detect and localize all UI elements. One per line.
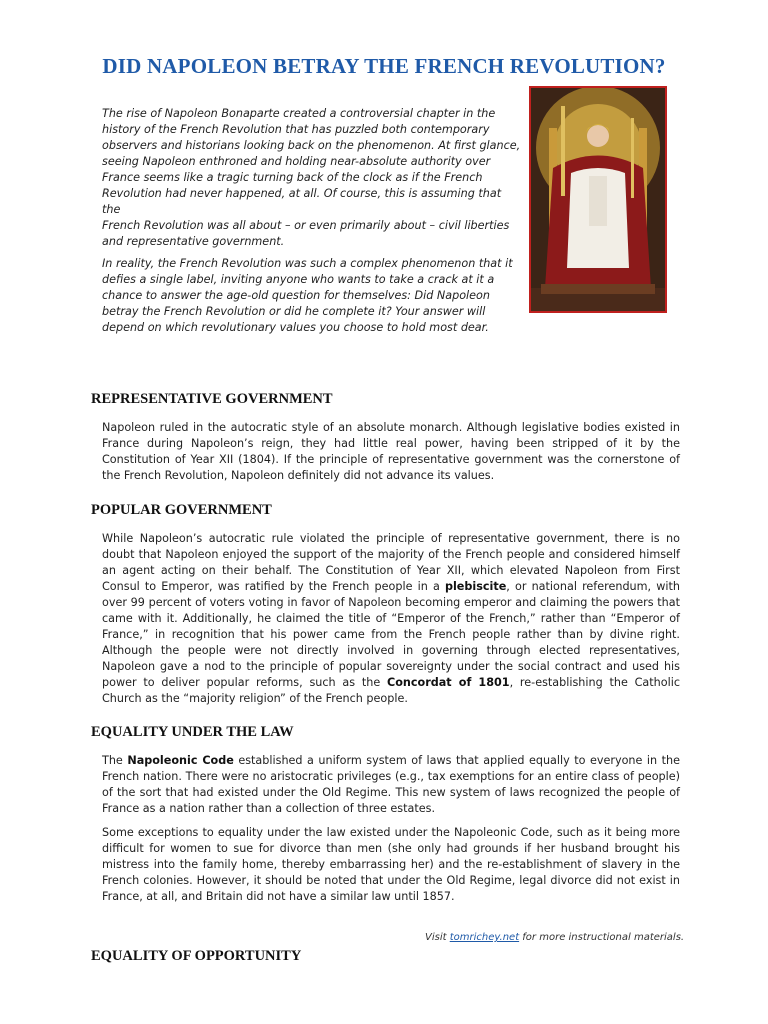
section-body-representative: Napoleon ruled in the autocratic style of an absolute monarch. Although legislative bodies existed in France during Napoleon’s reign, they had little real power, having been stripped of it by the Constitution of Year XII (1804). If the principle of representative government was the cornerstone of the French Revolution, Napoleon definitely did not advance its values. [102, 421, 680, 482]
section-body-popular [102, 531, 680, 707]
section-heading-representative: REPRESENTATIVE GOVERNMENT [91, 391, 333, 407]
popular-text-3: , re-establishing the Catholic Church as the “majority religion” of the French people. [102, 676, 680, 705]
popular-text-2: , or national referendum, with over 99 percent of voters voting in favor of Napoleon becoming emperor and claiming the powers that came with it. Additionally, he claimed the title of “Emperor of the French,” rather than “Emperor of France,” in recognition that his power came from the French people rather than by divine right. Although the people were not directly involved in governing through elected representatives, Napoleon gave a nod to the principle of popular sovereignty under the social contract and used his power to deliver popular reforms, such as the [102, 580, 680, 689]
intro-p1-line-b: seeing Napoleon enthroned and holding near-absolute authority over France seems like a tragic turning back of the clock as if the French Revolution had never happened, at all. Of course, this is assuming that the [102, 155, 502, 216]
section-heading-popular: POPULAR GOVERNMENT [91, 502, 272, 518]
intro-paragraph-1 [102, 106, 522, 250]
footer-link[interactable]: tomrichey.net [449, 932, 520, 943]
section-heading-equality-law: EQUALITY UNDER THE LAW [91, 724, 294, 740]
footer-note [425, 932, 684, 943]
intro-p1-line-c: French Revolution was all about – or even primarily about – civil liberties and representative government. [102, 219, 510, 248]
section-body-equality-law-1 [102, 753, 680, 817]
napoleon-portrait [529, 86, 667, 313]
section-heading-opportunity: EQUALITY OF OPPORTUNITY [91, 948, 302, 964]
intro-paragraph-2: In reality, the French Revolution was such a complex phenomenon that it defies a single label, inviting anyone who wants to take a crack at it a chance to answer the age-old question for themselves: Did Napoleon betray the French Revolution or did he complete it? Your answer will depend on which revolutionary values you choose to hold most dear. [102, 257, 513, 334]
napoleon-enthroned-icon [531, 88, 665, 311]
page-title: DID NAPOLEON BETRAY THE FRENCH REVOLUTION? [102, 54, 666, 78]
popular-text-1: While Napoleon’s autocratic rule violated the principle of representative government, there is no doubt that Napoleon enjoyed the support of the majority of the French people and considered himself an agent acting on their behalf. The Constitution of Year XII, which elevated Napoleon from First Consul to Emperor, was ratified by the French people in a [102, 532, 680, 593]
footer-post: for more instructional materials. [519, 932, 685, 943]
intro-p1-line-a: The rise of Napoleon Bonaparte created a controversial chapter in the history of the French Revolution that has puzzled both contemporary observers and historians looking back on the phenomenon. At first glance, [102, 107, 521, 152]
equality-text-2: established a uniform system of laws that applied equally to everyone in the French nation. There were no aristocratic privileges (e.g., tax exemptions for an entire class of people) of the sort that had existed under the Old Regime. This new system of laws recognized the people of France as a nation rather than a collection of three estates. [102, 754, 680, 815]
concordat-term: Concordat of 1801 [387, 676, 510, 689]
equality-text-1: The [102, 754, 128, 767]
plebiscite-term: plebiscite [444, 580, 507, 593]
intro-text [102, 106, 522, 342]
napoleonic-code-term: Napoleonic Code [127, 754, 234, 767]
footer-pre: Visit [425, 932, 450, 943]
section-body-equality-law-2: Some exceptions to equality under the law existed under the Napoleonic Code, such as it being more difficult for women to sue for divorce than men (she only had grounds if her husband brought his mistress into the family home, thereby embarrassing her) and the re-establishment of slavery in the French colonies. However, it should be noted that under the Old Regime, legal divorce did not exist in France, at all, and Britain did not have a similar law until 1857. [102, 826, 680, 903]
